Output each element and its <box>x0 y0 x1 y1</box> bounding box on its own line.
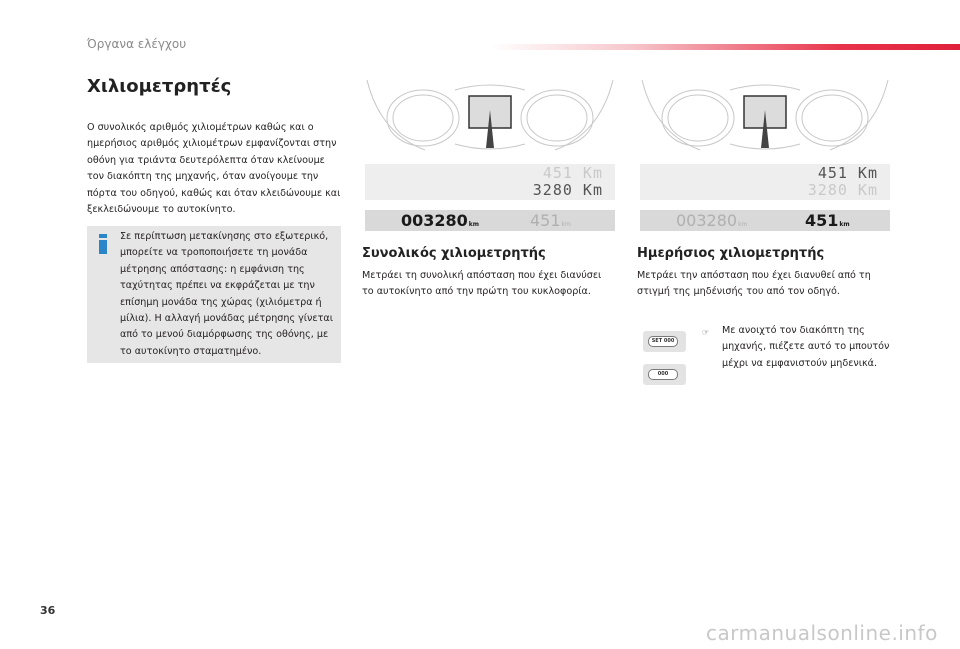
info-icon <box>99 234 107 254</box>
cluster-illustration-trip <box>640 78 890 231</box>
reset-button-image-2 <box>643 364 686 385</box>
odometer-bar-trip <box>640 210 890 231</box>
bullet-arrow-icon: ☞ <box>702 328 710 337</box>
trip-odometer-text: Μετράει την απόσταση που έχει διανυθεί από τη στιγμή της μηδένισής του από τον οδηγό. <box>637 270 871 298</box>
cluster-illustration-total <box>365 78 615 231</box>
header-accent-bar <box>490 44 960 50</box>
instrument-cluster-outline <box>640 78 890 164</box>
lcd-total-line: 3280 Km <box>532 181 603 199</box>
lcd-display <box>365 164 615 200</box>
lcd-trip-line: 451 Km <box>542 164 603 182</box>
page-number: 36 <box>40 604 56 617</box>
info-box <box>87 226 341 363</box>
total-value-active: 003280km <box>401 211 480 230</box>
odometer-bar-total <box>365 210 615 231</box>
page-title: Χιλιομετρητές <box>87 76 232 97</box>
lcd-display <box>640 164 890 200</box>
header-section-title: Όργανα ελέγχου <box>87 37 187 51</box>
info-text: Σε περίπτωση μετακίνησης στο εξωτερικό, μπορείτε να τροποποιήσετε τη μονάδα μέτρησης απόστασης: η εμφάνιση της ταχύτητας πρέπει να εκφράζεται με την επίσημη μονάδα της χώρας (χιλιόμετρα ή μίλια). Η αλλαγή μονάδας μέτρησης γίνεται από το μενού διαμόρφωσης της οθόνης, με το αυτοκίνητο σταματημένο. <box>120 231 333 357</box>
trip-odometer-title: Ημερήσιος χιλιομετρητής <box>637 246 825 261</box>
total-odometer-title: Συνολικός χιλιομετρητής <box>362 246 546 261</box>
watermark: carmanualsonline.info <box>706 621 938 645</box>
trip-value-active: 451km <box>805 211 850 230</box>
trip-value-dim: 451km <box>530 211 571 230</box>
reset-instruction: Με ανοιχτό τον διακόπτη της μηχανής, πιέζετε αυτό το μπουτόν μέχρι να εμφανιστούν μηδενικά. <box>722 325 890 369</box>
lcd-trip-line: 451 Km <box>817 164 878 182</box>
instrument-cluster-outline <box>365 78 615 164</box>
reset-button-image-1 <box>643 331 686 352</box>
total-odometer-text: Μετράει τη συνολική απόσταση που έχει διανύσει το αυτοκίνητο από την πρώτη του κυκλοφορία. <box>362 270 602 298</box>
total-value-dim: 003280km <box>676 211 748 230</box>
reset-button-label: SET 000 <box>648 336 678 347</box>
reset-button-label: 000 <box>648 369 678 380</box>
intro-paragraph: Ο συνολικός αριθμός χιλιομέτρων καθώς και ο ημερήσιος αριθμός χιλιομέτρων εμφανίζονται στην οθόνη για τριάντα δευτερόλεπτα όταν κλείνουμε τον διακόπτη της μηχανής, όταν ανοίγουμε την πόρτα του οδηγού, καθώς και όταν κλειδώνουμε και ξεκλειδώνουμε το αυτοκίνητο. <box>87 122 341 216</box>
lcd-total-line: 3280 Km <box>807 181 878 199</box>
